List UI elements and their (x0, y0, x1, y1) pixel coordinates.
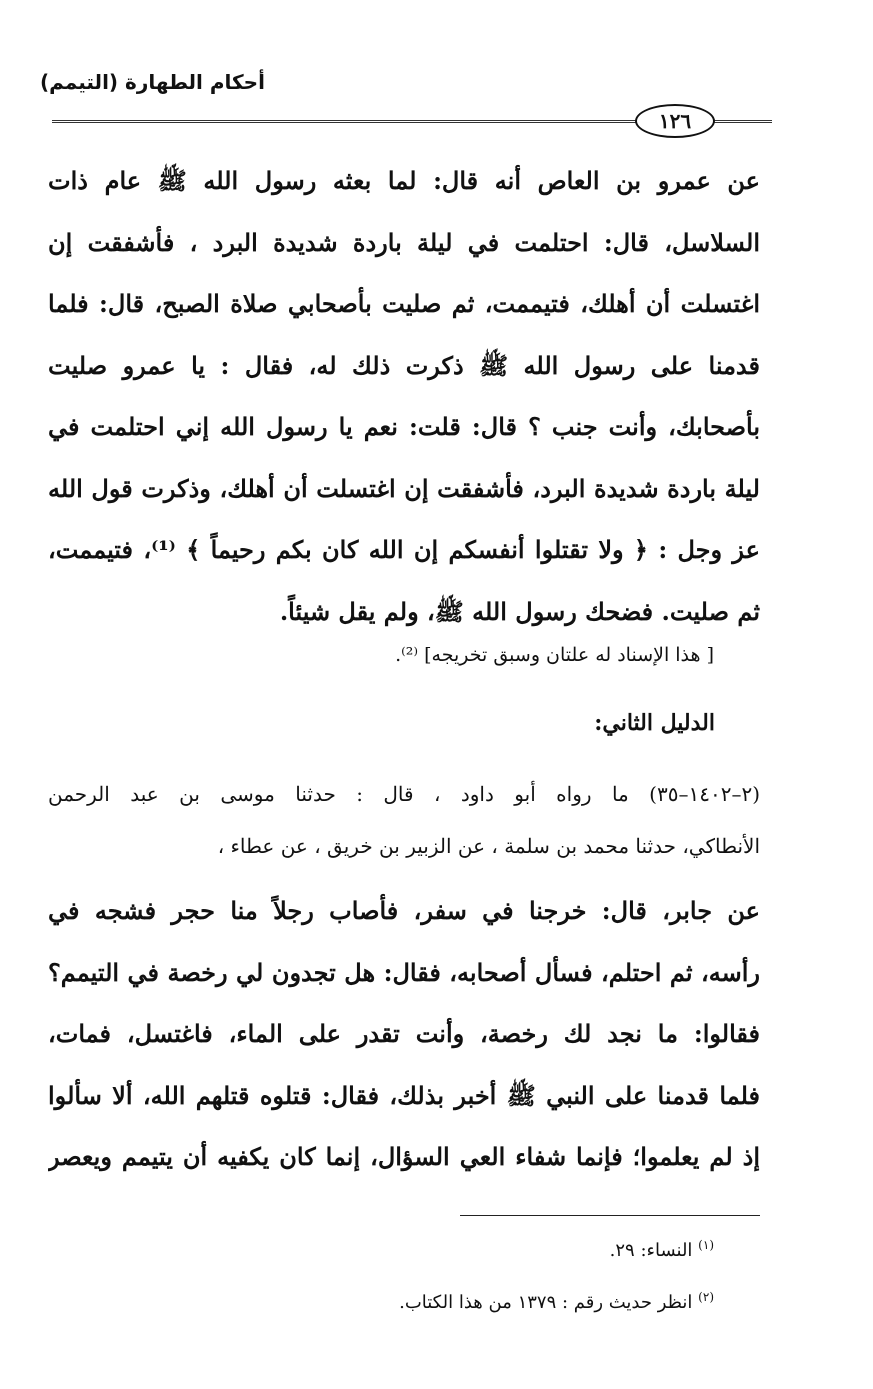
text-line: إذ لم يعلموا؛ فإنما شفاء العي السؤال، إنما كان يكفيه أن يتيمم ويعصر (48, 1142, 760, 1171)
footnote-text: انظر حديث رقم : ١٣٧٩ من هذا الكتاب. (399, 1292, 693, 1313)
text-line: ثم صليت. فضحك رسول الله ﷺ، ولم يقل شيئاً. (279, 596, 760, 626)
isnad-note: [ هذا الإسناد له علتان وسبق تخريجه] ⁽²⁾. (395, 644, 714, 666)
footnote-marker: (٢) (698, 1290, 714, 1304)
main-paragraph (48, 150, 760, 642)
text-line: فقالوا: ما نجد لك رخصة، وأنت تقدر على الماء، فاغتسل، فمات، (48, 1019, 760, 1048)
running-title: أحكام الطهارة (التيمم) (40, 70, 265, 94)
chain-line: (٢–١٤٠٢–٣٥) ما رواه أبو داود ، قال : حدثنا موسى بن عبد الرحمن (48, 782, 760, 806)
text-line: بأصحابك، وأنت جنب ؟ قال: قلت: نعم يا رسول الله إني احتلمت في (48, 412, 760, 441)
text-line: ليلة باردة شديدة البرد، فأشفقت إن اغتسلت أن أهلك، وذكرت قول الله (48, 473, 760, 503)
section-heading: الدليل الثاني: (594, 710, 715, 736)
footnote-text: النساء: ٢٩. (609, 1240, 693, 1261)
footnote-rule (460, 1215, 760, 1216)
footnote-2 (300, 1290, 714, 1313)
footnote-marker: (١) (698, 1238, 714, 1252)
narration-chain (48, 768, 760, 872)
text-line: فلما قدمنا على النبي ﷺ أخبر بذلك، فقال: قتلوه قتلهم الله، ألا سألوا (48, 1080, 760, 1110)
text-line: اغتسلت أن أهلك، فتيممت، ثم صليت بأصحابي صلاة الصبح، قال: فلما (48, 289, 760, 318)
chain-line: الأنطاكي، حدثنا محمد بن سلمة ، عن الزبير بن خريق ، عن عطاء ، (217, 834, 760, 858)
text-line: عن جابر، قال: خرجنا في سفر، فأصاب رجلاً منا حجر فشجه في (48, 896, 760, 925)
footnote-1 (300, 1238, 714, 1261)
text-line: قدمنا على رسول الله ﷺ ذكرت ذلك له، فقال : يا عمرو صليت (48, 350, 760, 380)
text-line: السلاسل، قال: احتلمت في ليلة باردة شديدة البرد ، فأشفقت إن (48, 227, 760, 257)
text-line: عن عمرو بن العاص أنه قال: لما بعثه رسول الله ﷺ عام ذات (48, 166, 760, 195)
page-number: ١٢٦ (635, 104, 715, 138)
text-line: رأسه، ثم احتلم، فسأل أصحابه، فقال: هل تجدون لي رخصة في التيمم؟ (48, 957, 760, 987)
text-line: عز وجل : ﴿ ولا تقتلوا أنفسكم إن الله كان بكم رحيماً ﴾ ⁽¹⁾، فتيممت، (48, 535, 760, 564)
second-paragraph (48, 880, 760, 1188)
